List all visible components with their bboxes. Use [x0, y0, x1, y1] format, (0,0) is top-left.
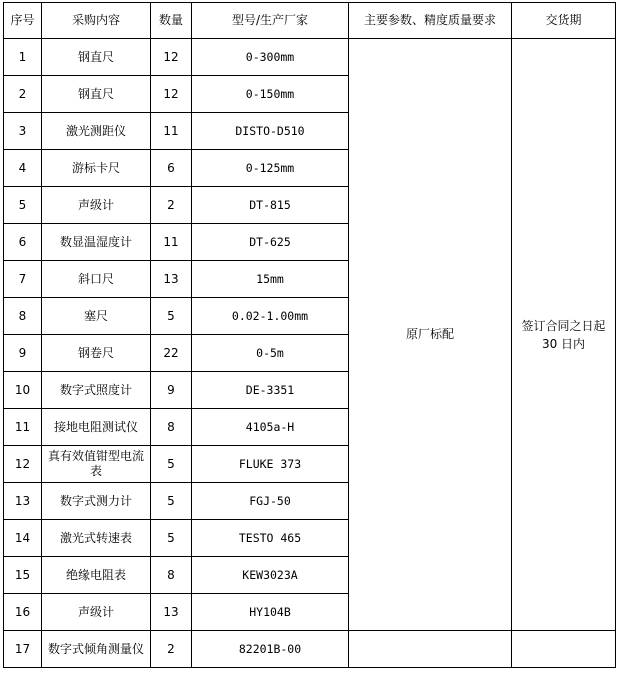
- row-qty: 9: [151, 372, 192, 409]
- row-qty: 5: [151, 446, 192, 483]
- row-content: 游标卡尺: [42, 150, 151, 187]
- row-model: 0-150mm: [192, 76, 349, 113]
- header-model: 型号/生产厂家: [192, 3, 349, 39]
- header-delivery: 交货期: [512, 3, 616, 39]
- row-content: 数显温湿度计: [42, 224, 151, 261]
- row-model: FGJ-50: [192, 483, 349, 520]
- row-model: 82201B-00: [192, 631, 349, 668]
- row-model: KEW3023A: [192, 557, 349, 594]
- params-cell-empty: [349, 631, 512, 668]
- row-content: 钢直尺: [42, 76, 151, 113]
- row-content: 数字式照度计: [42, 372, 151, 409]
- row-content: 塞尺: [42, 298, 151, 335]
- row-content: 钢直尺: [42, 39, 151, 76]
- row-number: 16: [4, 594, 42, 631]
- row-model: 0-125mm: [192, 150, 349, 187]
- row-content: 数字式倾角测量仪: [42, 631, 151, 668]
- row-qty: 12: [151, 76, 192, 113]
- row-model: 4105a-H: [192, 409, 349, 446]
- row-model: 15mm: [192, 261, 349, 298]
- row-qty: 6: [151, 150, 192, 187]
- row-model: DE-3351: [192, 372, 349, 409]
- row-qty: 13: [151, 261, 192, 298]
- row-number: 17: [4, 631, 42, 668]
- row-number: 8: [4, 298, 42, 335]
- header-seq: 序号: [4, 3, 42, 39]
- row-model: 0-300mm: [192, 39, 349, 76]
- row-content: 钢卷尺: [42, 335, 151, 372]
- row-qty: 5: [151, 520, 192, 557]
- row-number: 15: [4, 557, 42, 594]
- row-qty: 8: [151, 409, 192, 446]
- row-content: 数字式测力计: [42, 483, 151, 520]
- row-content: 激光式转速表: [42, 520, 151, 557]
- table-row: [4, 39, 616, 76]
- row-number: 14: [4, 520, 42, 557]
- row-model: DT-815: [192, 187, 349, 224]
- table-row: [4, 631, 616, 668]
- delivery-cell-empty: [512, 631, 616, 668]
- row-model: 0.02-1.00mm: [192, 298, 349, 335]
- row-qty: 11: [151, 224, 192, 261]
- row-qty: 5: [151, 298, 192, 335]
- row-number: 11: [4, 409, 42, 446]
- row-qty: 13: [151, 594, 192, 631]
- row-model: FLUKE 373: [192, 446, 349, 483]
- row-qty: 5: [151, 483, 192, 520]
- header-qty: 数量: [151, 3, 192, 39]
- row-number: 4: [4, 150, 42, 187]
- row-model: DISTO-D510: [192, 113, 349, 150]
- procurement-table: [3, 2, 616, 668]
- row-number: 12: [4, 446, 42, 483]
- row-number: 10: [4, 372, 42, 409]
- row-content: 声级计: [42, 187, 151, 224]
- row-number: 3: [4, 113, 42, 150]
- params-cell: 原厂标配: [349, 39, 512, 631]
- row-qty: 2: [151, 631, 192, 668]
- row-qty: 12: [151, 39, 192, 76]
- row-number: 9: [4, 335, 42, 372]
- header-content: 采购内容: [42, 3, 151, 39]
- header-row: [4, 3, 616, 39]
- row-content: 真有效值钳型电流表: [42, 446, 151, 483]
- row-number: 1: [4, 39, 42, 76]
- row-number: 2: [4, 76, 42, 113]
- row-content: 激光测距仪: [42, 113, 151, 150]
- row-model: DT-625: [192, 224, 349, 261]
- row-content: 接地电阻测试仪: [42, 409, 151, 446]
- row-number: 7: [4, 261, 42, 298]
- row-model: TESTO 465: [192, 520, 349, 557]
- row-number: 5: [4, 187, 42, 224]
- delivery-cell: 签订合同之日起 30 日内: [512, 39, 616, 631]
- row-qty: 8: [151, 557, 192, 594]
- row-qty: 22: [151, 335, 192, 372]
- row-qty: 11: [151, 113, 192, 150]
- row-number: 6: [4, 224, 42, 261]
- row-qty: 2: [151, 187, 192, 224]
- row-model: HY104B: [192, 594, 349, 631]
- row-model: 0-5m: [192, 335, 349, 372]
- header-params: 主要参数、精度质量要求: [349, 3, 512, 39]
- row-number: 13: [4, 483, 42, 520]
- row-content: 斜口尺: [42, 261, 151, 298]
- row-content: 声级计: [42, 594, 151, 631]
- row-content: 绝缘电阻表: [42, 557, 151, 594]
